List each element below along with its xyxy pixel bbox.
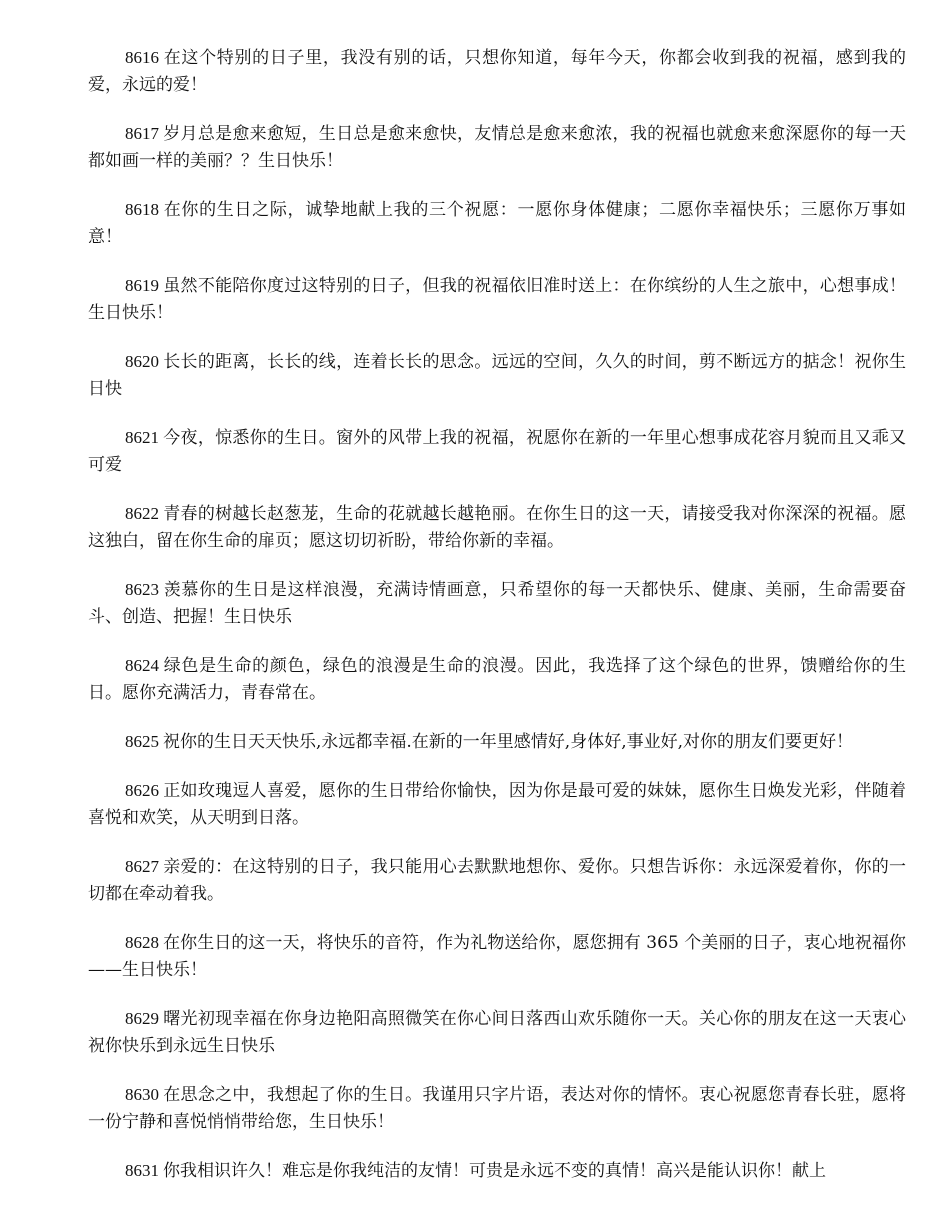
entry-text: 在这个特别的日子里，我没有别的话，只想你知道，每年今天，你都会收到我的祝福，感到我的爱，永远的爱！	[88, 48, 906, 95]
entry-8626	[88, 777, 906, 832]
entry-number: 8623	[125, 580, 159, 599]
entry-text: 在你的生日之际，诚挚地献上我的三个祝愿：一愿你身体健康；二愿你幸福快乐；三愿你万事如意！	[88, 200, 906, 247]
entry-number: 8624	[125, 656, 159, 675]
entry-number: 8627	[125, 857, 159, 876]
entry-text: 岁月总是愈来愈短，生日总是愈来愈快，友情总是愈来愈浓，我的祝福也就愈来愈深愿你的每一天都如画一样的美丽？？生日快乐！	[88, 124, 906, 171]
entry-8620	[88, 348, 906, 403]
entry-number: 8620	[125, 352, 159, 371]
entry-text: 青春的树越长赵葱茏，生命的花就越长越艳丽。在你生日的这一天，请接受我对你深深的祝福。愿这独白，留在你生命的扉页；愿这切切祈盼，带给你新的幸福。	[88, 504, 906, 551]
entry-number: 8619	[125, 276, 159, 295]
entry-8621	[88, 424, 906, 479]
entry-text: 绿色是生命的颜色，绿色的浪漫是生命的浪漫。因此，我选择了这个绿色的世界，馈赠给你的生日。愿你充满活力，青春常在。	[88, 656, 906, 703]
entry-text: 你我相识许久！难忘是你我纯洁的友情！可贵是永远不变的真情！高兴是能认识你！献上	[163, 1161, 826, 1181]
entry-number: 8629	[125, 1009, 159, 1028]
entry-text: 正如玫瑰逗人喜爱，愿你的生日带给你愉快，因为你是最可爱的妹妹，愿你生日焕发光彩，伴随着喜悦和欢笑，从天明到日落。	[88, 781, 906, 828]
entry-number: 8630	[125, 1085, 159, 1104]
entry-text: 羡慕你的生日是这样浪漫，充满诗情画意，只希望你的每一天都快乐、健康、美丽，生命需要奋斗、创造、把握！生日快乐	[88, 580, 906, 627]
entry-number: 8631	[125, 1161, 159, 1180]
entry-text: 亲爱的：在这特别的日子，我只能用心去默默地想你、爱你。只想告诉你：永远深爱着你，你的一切都在牵动着我。	[88, 857, 906, 904]
entry-number: 8622	[125, 504, 159, 523]
entry-8622	[88, 500, 906, 555]
entry-8617	[88, 120, 906, 175]
entry-text: 在你生日的这一天，将快乐的音符，作为礼物送给你，愿您拥有 365 个美丽的日子，衷心地祝福你——生日快乐！	[88, 933, 906, 980]
entry-text: 虽然不能陪你度过这特别的日子，但我的祝福依旧准时送上：在你缤纷的人生之旅中，心想事成！生日快乐！	[88, 276, 906, 323]
entry-8631	[88, 1157, 906, 1185]
entry-text: 祝你的生日天天快乐,永远都幸福.在新的一年里感情好,身体好,事业好,对你的朋友们要更好！	[163, 732, 854, 752]
entry-number: 8621	[125, 428, 159, 447]
entry-8630	[88, 1081, 906, 1136]
entry-text: 在思念之中，我想起了你的生日。我谨用只字片语，表达对你的情怀。衷心祝愿您青春长驻，愿将一份宁静和喜悦悄悄带给您，生日快乐！	[88, 1085, 906, 1132]
document-page	[88, 44, 906, 1206]
entry-text: 今夜，惊悉你的生日。窗外的风带上我的祝福，祝愿你在新的一年里心想事成花容月貌而且又乖又可爱	[88, 428, 906, 475]
entry-8624	[88, 652, 906, 707]
entry-8629	[88, 1005, 906, 1060]
entry-text: 曙光初现幸福在你身边艳阳高照微笑在你心间日落西山欢乐随你一天。关心你的朋友在这一天衷心祝你快乐到永远生日快乐	[88, 1009, 906, 1056]
entry-text: 长长的距离，长长的线，连着长长的思念。远远的空间，久久的时间，剪不断远方的掂念！祝你生日快	[88, 352, 906, 399]
entry-8616	[88, 44, 906, 99]
entry-8625	[88, 728, 906, 756]
entry-number: 8618	[125, 200, 159, 219]
entry-number: 8616	[125, 48, 159, 67]
entry-number: 8625	[125, 732, 159, 751]
entry-number: 8617	[125, 124, 159, 143]
entry-8627	[88, 853, 906, 908]
entry-number: 8626	[125, 781, 159, 800]
entry-8618	[88, 196, 906, 251]
entry-8623	[88, 576, 906, 631]
entry-8628	[88, 929, 906, 984]
entry-8619	[88, 272, 906, 327]
entry-number: 8628	[125, 933, 159, 952]
